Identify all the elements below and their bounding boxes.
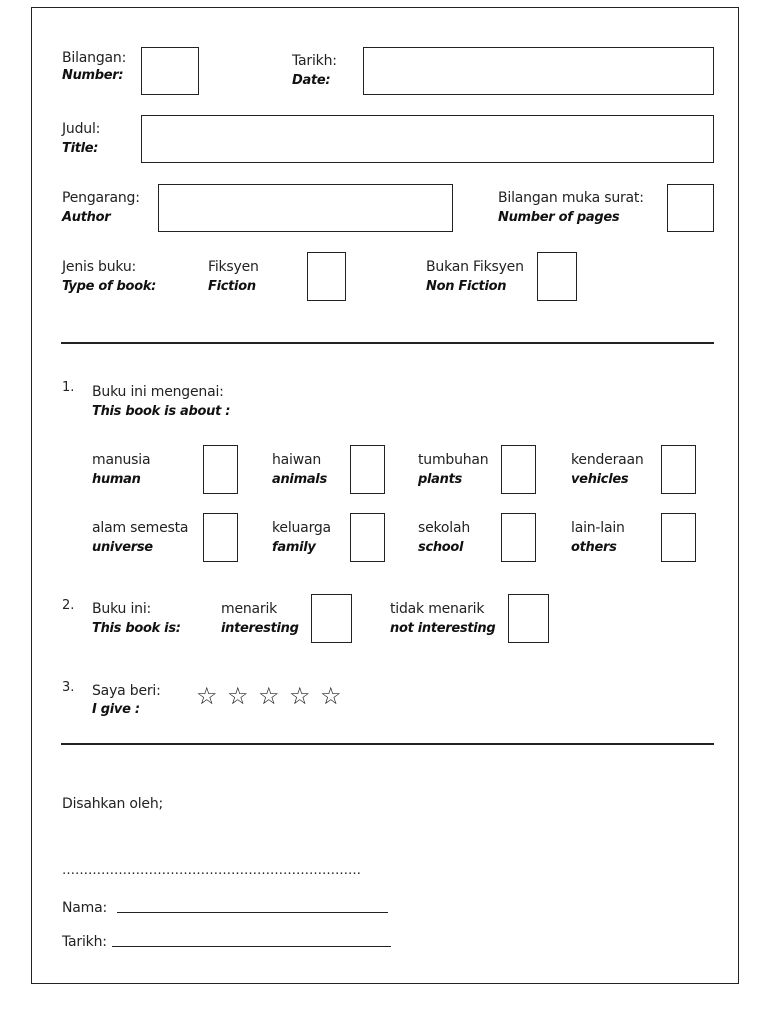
- interesting-label-ms: menarik: [221, 601, 278, 617]
- option-checkbox-school[interactable]: [501, 513, 536, 562]
- date-label-ms: Tarikh:: [292, 53, 337, 69]
- option-label-en: family: [272, 540, 316, 555]
- approved-by-label: Disahkan oleh;: [62, 796, 164, 812]
- q2-label-en: This book is:: [92, 621, 181, 636]
- nonfiction-checkbox[interactable]: [537, 252, 577, 301]
- rating-star-icon[interactable]: ☆: [227, 682, 249, 710]
- section-divider: [61, 743, 714, 745]
- fiction-label-ms: Fiksyen: [208, 259, 259, 275]
- section-divider: [61, 342, 714, 344]
- q3-number: 3.: [62, 680, 75, 695]
- q2-label-ms: Buku ini:: [92, 601, 152, 617]
- title-input-box[interactable]: [141, 115, 714, 163]
- option-checkbox-plants[interactable]: [501, 445, 536, 494]
- option-label-ms: keluarga: [272, 520, 331, 536]
- not-interesting-label-ms: tidak menarik: [390, 601, 485, 617]
- option-label-en: animals: [272, 472, 327, 487]
- option-label-en: plants: [418, 472, 462, 487]
- option-label-ms: lain-lain: [571, 520, 625, 536]
- q2-number: 2.: [62, 598, 75, 613]
- type-label-en: Type of book:: [62, 279, 157, 294]
- rating-star-icon[interactable]: ☆: [289, 682, 311, 710]
- pages-label-en: Number of pages: [498, 210, 620, 225]
- rating-star-icon[interactable]: ☆: [258, 682, 280, 710]
- interesting-label-en: interesting: [221, 621, 299, 636]
- number-label-ms: Bilangan:: [62, 50, 127, 66]
- author-label-en: Author: [62, 210, 111, 225]
- date-input-box[interactable]: [363, 47, 714, 95]
- q3-label-ms: Saya beri:: [92, 683, 161, 699]
- pages-label-ms: Bilangan muka surat:: [498, 190, 644, 206]
- author-label-ms: Pengarang:: [62, 190, 140, 206]
- option-checkbox-universe[interactable]: [203, 513, 238, 562]
- not-interesting-label-en: not interesting: [390, 621, 496, 636]
- option-label-ms: kenderaan: [571, 452, 644, 468]
- option-checkbox-family[interactable]: [350, 513, 385, 562]
- option-label-ms: alam semesta: [92, 520, 189, 536]
- approval-date-field-line[interactable]: [112, 946, 391, 947]
- interesting-checkbox[interactable]: [311, 594, 352, 643]
- not-interesting-checkbox[interactable]: [508, 594, 549, 643]
- q1-label-ms: Buku ini mengenai:: [92, 384, 224, 400]
- option-label-en: school: [418, 540, 464, 555]
- author-input-box[interactable]: [158, 184, 453, 232]
- title-label-ms: Judul:: [62, 121, 101, 137]
- nonfiction-label-ms: Bukan Fiksyen: [426, 259, 524, 275]
- option-label-ms: tumbuhan: [418, 452, 489, 468]
- option-checkbox-animals[interactable]: [350, 445, 385, 494]
- option-checkbox-human[interactable]: [203, 445, 238, 494]
- option-label-ms: sekolah: [418, 520, 471, 536]
- number-input-box[interactable]: [141, 47, 199, 95]
- q1-label-en: This book is about :: [92, 404, 231, 419]
- signature-line[interactable]: ……………………………………………………………: [62, 863, 361, 878]
- option-label-ms: manusia: [92, 452, 151, 468]
- number-label-en: Number:: [62, 68, 124, 83]
- q3-label-en: I give :: [92, 702, 140, 717]
- nonfiction-label-en: Non Fiction: [426, 279, 507, 294]
- rating-star-icon[interactable]: ☆: [320, 682, 342, 710]
- option-label-en: human: [92, 472, 141, 487]
- fiction-checkbox[interactable]: [307, 252, 346, 301]
- option-label-en: vehicles: [571, 472, 629, 487]
- option-label-ms: haiwan: [272, 452, 322, 468]
- pages-input-box[interactable]: [667, 184, 714, 232]
- approval-date-label: Tarikh:: [62, 934, 107, 950]
- name-field-line[interactable]: [117, 912, 388, 913]
- type-label-ms: Jenis buku:: [62, 259, 137, 275]
- option-label-en: universe: [92, 540, 153, 555]
- title-label-en: Title:: [62, 141, 99, 156]
- date-label-en: Date:: [292, 73, 331, 88]
- rating-star-icon[interactable]: ☆: [196, 682, 218, 710]
- name-label: Nama:: [62, 900, 107, 916]
- option-checkbox-vehicles[interactable]: [661, 445, 696, 494]
- fiction-label-en: Fiction: [208, 279, 256, 294]
- option-checkbox-others[interactable]: [661, 513, 696, 562]
- option-label-en: others: [571, 540, 617, 555]
- q1-number: 1.: [62, 380, 75, 395]
